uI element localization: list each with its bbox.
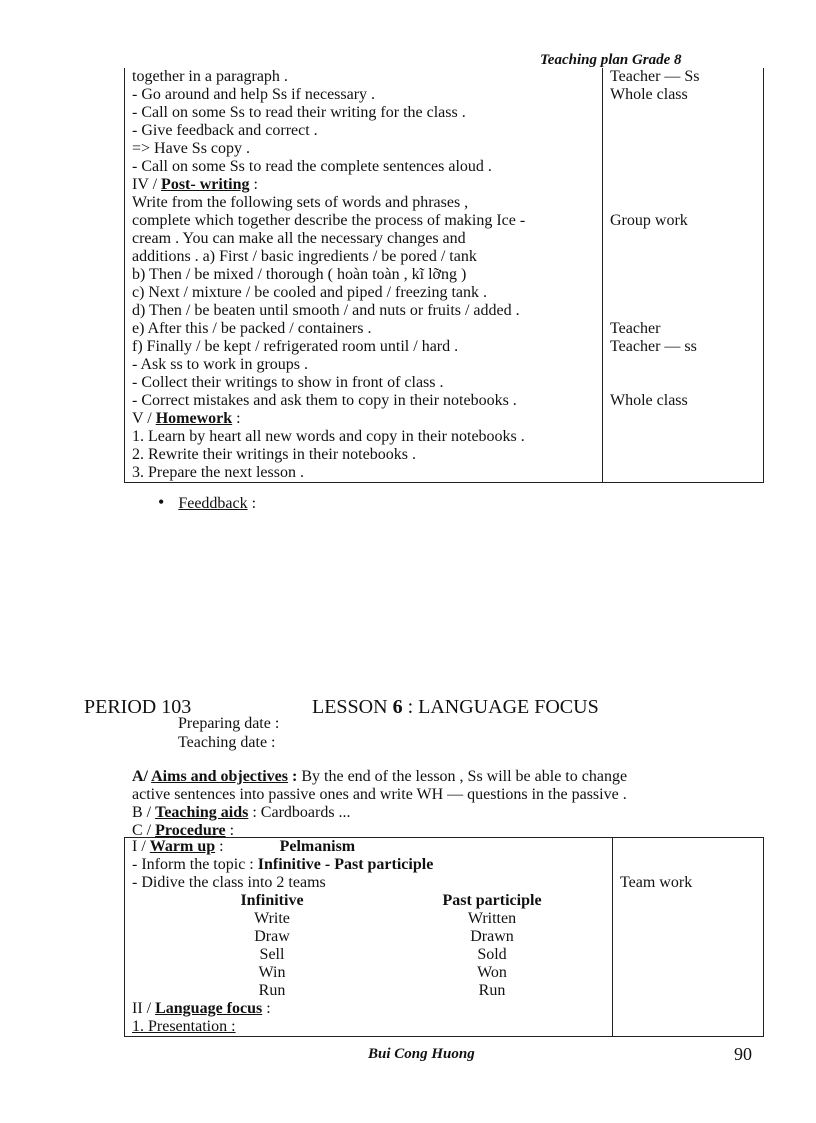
- page-header: Teaching plan Grade 8: [540, 52, 682, 68]
- step-line: Write from the following sets of words and phrases ,: [132, 194, 469, 211]
- presentation-line: 1. Presentation :: [132, 1018, 236, 1035]
- step-line: complete which together describe the process of making Ice -: [132, 212, 526, 229]
- step-line: - Correct mistakes and ask them to copy in their notebooks .: [132, 392, 517, 409]
- interaction-label: Whole class: [610, 86, 688, 103]
- procedure-line: C / Procedure :: [132, 822, 235, 839]
- lesson-table-continued: [124, 68, 764, 483]
- step-line: - Go around and help Ss if necessary .: [132, 86, 376, 103]
- step-line: e) After this / be packed / containers .: [132, 320, 372, 337]
- verb-table-header: Infinitive Past participle: [240, 892, 542, 909]
- step-line: together in a paragraph .: [132, 68, 288, 85]
- homework-heading: V / Homework :: [132, 410, 241, 427]
- teaching-date: Teaching date :: [178, 734, 276, 751]
- step-line: => Have Ss copy .: [132, 140, 251, 157]
- interaction-label: Group work: [610, 212, 688, 229]
- step-line: - Call on some Ss to read the complete sentences aloud .: [132, 158, 492, 175]
- post-writing-heading: IV / Post- writing :: [132, 176, 258, 193]
- warmup-heading: I / Warm up : Pelmanism: [132, 838, 356, 855]
- verb-row: Draw Drawn: [254, 928, 514, 945]
- interaction-label: Teacher: [610, 320, 661, 337]
- verb-row: Sell Sold: [259, 946, 507, 963]
- lesson-title: LESSON 6 : LANGUAGE FOCUS: [312, 696, 599, 718]
- step-line: 2. Rewrite their writings in their notebooks .: [132, 446, 416, 463]
- aims-line: A/ Aims and objectives : By the end of the lesson , Ss will be able to change: [132, 768, 628, 785]
- step-line: additions . a) First / basic ingredients / be pored / tank: [132, 248, 477, 265]
- step-line: - Collect their writings to show in front of class .: [132, 374, 444, 391]
- teaching-aids-line: B / Teaching aids : Cardboards ...: [132, 804, 351, 821]
- interaction-cell: [603, 68, 764, 483]
- inform-topic-line: - Inform the topic : Infinitive - Past participle: [132, 856, 434, 873]
- interaction-label: Team work: [620, 874, 693, 891]
- interaction-label: Teacher — Ss: [610, 68, 700, 85]
- step-line: c) Next / mixture / be cooled and piped / freezing tank .: [132, 284, 487, 301]
- interaction-label: Whole class: [610, 392, 688, 409]
- step-line: b) Then / be mixed / thorough ( hoàn toàn , kĩ lỡng ): [132, 266, 467, 283]
- feedback-bullet: • Feeddback :: [158, 492, 257, 512]
- step-line: 1. Learn by heart all new words and copy in their notebooks .: [132, 428, 525, 445]
- procedure-table: [124, 837, 764, 1037]
- footer-author: Bui Cong Huong: [368, 1046, 475, 1062]
- aims-line-2: active sentences into passive ones and write WH — questions in the passive .: [132, 786, 627, 803]
- step-line: - Call on some Ss to read their writing for the class .: [132, 104, 466, 121]
- dates-block: [178, 714, 279, 752]
- page-number: 90: [734, 1044, 752, 1064]
- procedure-steps-cell: [125, 838, 613, 1037]
- aims-block: [132, 768, 752, 840]
- step-line: d) Then / be beaten until smooth / and nuts or fruits / added .: [132, 302, 520, 319]
- divide-line: - Didive the class into 2 teams: [132, 874, 326, 891]
- bullet-icon: •: [158, 492, 165, 512]
- step-line: cream . You can make all the necessary changes and: [132, 230, 466, 247]
- procedure-steps-cell: [125, 68, 603, 483]
- verb-row: Win Won: [258, 964, 507, 981]
- interaction-cell: [613, 838, 764, 1037]
- step-line: f) Finally / be kept / refrigerated room until / hard .: [132, 338, 459, 355]
- interaction-label: Teacher — ss: [610, 338, 697, 355]
- step-line: - Ask ss to work in groups .: [132, 356, 309, 373]
- language-focus-heading: II / Language focus :: [132, 1000, 271, 1017]
- period-title: PERIOD 103: [84, 696, 192, 718]
- step-line: 3. Prepare the next lesson .: [132, 464, 304, 481]
- preparing-date: Preparing date :: [178, 715, 280, 732]
- step-line: - Give feedback and correct .: [132, 122, 318, 139]
- verb-row: Write Written: [254, 910, 517, 927]
- verb-row: Run Run: [258, 982, 506, 999]
